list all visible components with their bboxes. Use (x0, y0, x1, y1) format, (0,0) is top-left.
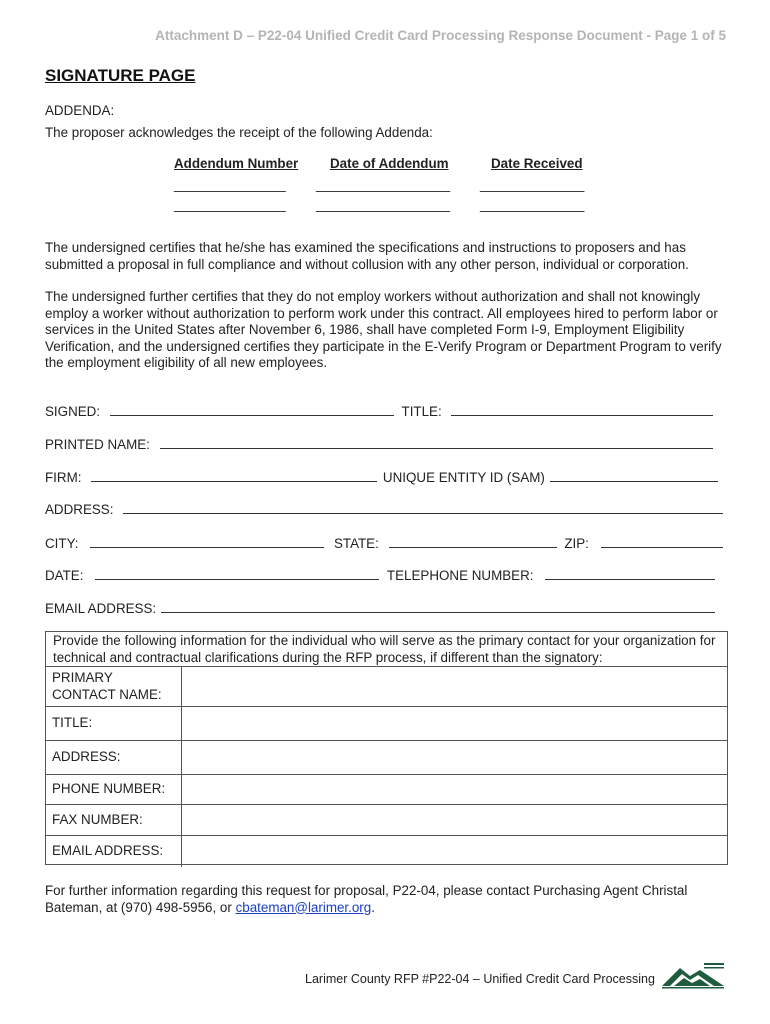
table-row (46, 707, 727, 741)
page-footer: Larimer County RFP #P22-04 – Unified Credit Card Processing (305, 972, 655, 986)
contact-label-email: EMAIL ADDRESS: (46, 836, 182, 867)
addenda-blank[interactable]: _______________ (174, 177, 286, 192)
contact-label-line: CONTACT NAME: (52, 686, 162, 702)
signed-line[interactable] (110, 403, 394, 416)
date-line[interactable] (95, 567, 379, 580)
city-state-zip-row (45, 535, 725, 551)
larimer-county-logo-icon (660, 960, 726, 990)
page-title: SIGNATURE PAGE (45, 66, 196, 85)
date-label: DATE: (45, 568, 84, 583)
contact-address-input[interactable] (182, 741, 728, 775)
addenda-header-received: Date Received (491, 156, 583, 171)
addenda-blank[interactable]: __________________ (316, 197, 451, 212)
signed-row (45, 403, 725, 419)
state-label: STATE: (333, 536, 379, 551)
contact-label-phone: PHONE NUMBER: (46, 775, 182, 805)
table-row (46, 836, 727, 867)
firm-row (45, 469, 725, 485)
firm-label: FIRM: (45, 470, 82, 485)
address-row (45, 501, 725, 517)
page-header: Attachment D – P22-04 Unified Credit Card Processing Response Document - Page 1 of 5 (155, 28, 726, 43)
signed-label: SIGNED: (45, 404, 101, 419)
certification-paragraph-1: The undersigned certifies that he/she has examined the specifications and instructions to proposers and has submitted a proposal in full compliance and without collusion with any other person, individual or corporation. (45, 240, 689, 272)
addenda-blank[interactable]: _______________ (174, 197, 286, 212)
contact-title-input[interactable] (182, 707, 728, 741)
unique-entity-id-line[interactable] (550, 469, 718, 482)
primary-contact-intro: Provide the following information for the individual who will serve as the primary contact for your organization for technical and contractual clarifications during the RFP process, if different than the signatory: (53, 633, 716, 665)
zip-label: ZIP: (564, 536, 589, 551)
email-line[interactable] (161, 600, 715, 613)
purchasing-email-link[interactable]: cbateman@larimer.org (235, 899, 372, 915)
addenda-intro: The proposer acknowledges the receipt of the following Addenda: (45, 125, 433, 140)
city-label: CITY: (45, 536, 79, 551)
state-line[interactable] (389, 535, 557, 548)
printed-name-row (45, 436, 725, 452)
address-line[interactable] (123, 501, 723, 514)
contact-label-title: TITLE: (46, 707, 182, 741)
unique-entity-id-label: UNIQUE ENTITY ID (SAM) (382, 470, 545, 485)
table-row (46, 667, 727, 707)
printed-name-label: PRINTED NAME: (45, 437, 150, 452)
addenda-blank[interactable]: __________________ (316, 177, 451, 192)
contact-label-line: PRIMARY (52, 670, 113, 685)
certification-paragraph-2: The undersigned further certifies that they do not employ workers without authorization and shall not knowingly employ a worker without authorization to perform work under this contract. All employees hired to perform labor or services in the United States after November 6, 1986, shall have completed Form I-9, Employment Eligibility Verification, and the undersigned certifies they participate in the E-Verify Program or Department Program to verify the employment eligibility of all new employees. (45, 289, 722, 370)
title-line[interactable] (451, 403, 713, 416)
table-row (46, 741, 727, 775)
addenda-col-date (316, 156, 450, 213)
table-row (46, 775, 727, 805)
addenda-label: ADDENDA: (45, 103, 115, 118)
date-telephone-row (45, 567, 725, 583)
telephone-line[interactable] (545, 567, 715, 580)
addenda-header-number: Addendum Number (174, 156, 299, 171)
primary-contact-box (45, 631, 728, 865)
contact-name-input[interactable] (182, 667, 728, 707)
addenda-blank[interactable]: ______________ (480, 177, 585, 192)
further-info-paragraph (45, 883, 735, 916)
telephone-label: TELEPHONE NUMBER: (386, 568, 534, 583)
further-info-end: . (371, 899, 375, 915)
firm-line[interactable] (91, 469, 377, 482)
title-label: TITLE: (401, 404, 442, 419)
contact-phone-input[interactable] (182, 775, 728, 805)
city-line[interactable] (90, 535, 324, 548)
addenda-col-received (480, 156, 584, 213)
contact-email-input[interactable] (182, 836, 728, 867)
addenda-header-date: Date of Addendum (330, 156, 449, 171)
contact-label-address: ADDRESS: (46, 741, 182, 775)
address-label: ADDRESS: (45, 502, 114, 517)
contact-label-fax: FAX NUMBER: (46, 805, 182, 836)
email-row (45, 600, 725, 616)
contact-fax-input[interactable] (182, 805, 728, 836)
table-row (46, 805, 727, 836)
primary-contact-table (46, 666, 727, 867)
email-label: EMAIL ADDRESS: (45, 601, 157, 616)
addenda-blank[interactable]: ______________ (480, 197, 585, 212)
addenda-col-number (174, 156, 298, 213)
contact-label-name (46, 667, 182, 707)
printed-name-line[interactable] (160, 436, 713, 449)
zip-line[interactable] (601, 535, 723, 548)
further-info-text: For further information regarding this request for proposal, P22-04, please contact Purchasing Agent Christal Bateman, at (970) 498-5956, or (45, 883, 688, 915)
